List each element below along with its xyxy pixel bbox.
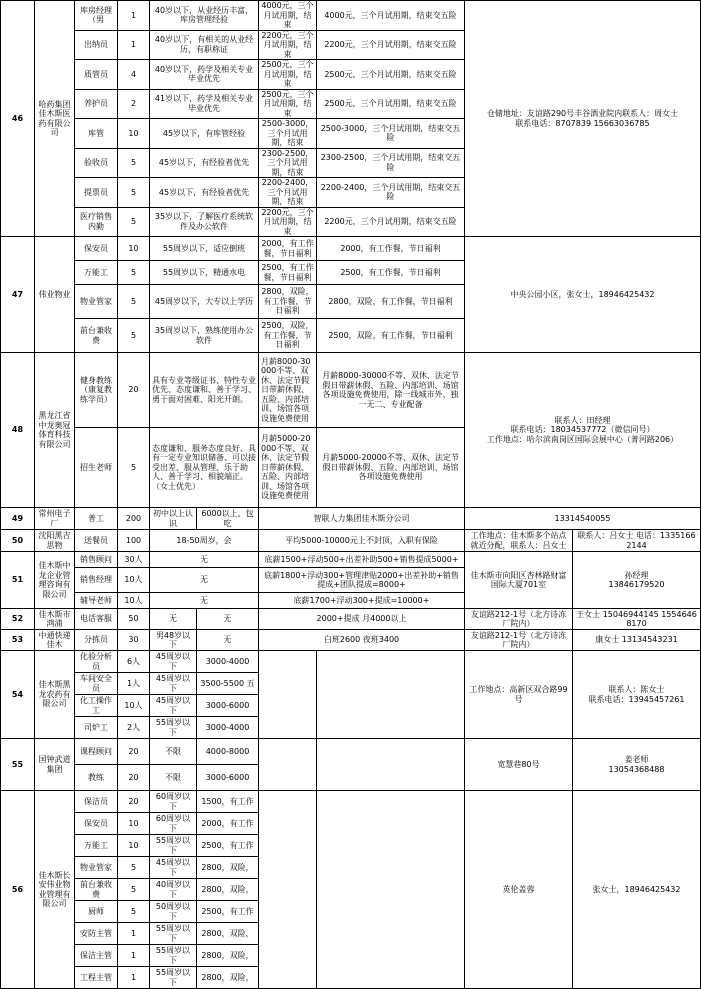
address: 友谊路212-1号（北方诗冻厂院内）	[465, 609, 573, 630]
company-name: 佳木斯中龙企业管理咨询有限公司	[35, 552, 75, 609]
job-pay: 2000，有工作	[197, 813, 259, 835]
job-title: 送餐员	[75, 530, 118, 552]
job-count: 6人	[118, 651, 150, 673]
job-count: 10人	[118, 695, 150, 717]
record-number: 53	[1, 630, 35, 651]
job-requirement: 60周岁以下	[150, 813, 197, 835]
job-pay: 2800，双险，	[197, 857, 259, 879]
job-requirement: 态度谦和、服务态度良好、具有一定专业知识储备、可以接受出差、服从管理、乐于助人、善于学习、相貌端正。（女士优先）	[150, 428, 259, 508]
job-count: 30人	[118, 552, 150, 568]
job-requirement: 55周岁以下	[150, 945, 197, 967]
contact-person: 联系人：吕女士 电话：13351662144	[573, 530, 701, 552]
job-count: 2人	[118, 717, 150, 739]
address: 工作地点：哈尔滨南岗区国际会展中心（菁河路206）	[486, 434, 679, 444]
job-requirement: 40岁以下，有相关的从业经历，有职称证	[150, 30, 259, 60]
job-count: 5	[118, 285, 150, 319]
job-title: 招生老师	[75, 428, 118, 508]
phone: 15046944145 15546468170	[602, 609, 697, 628]
job-pay-detail: 底薪1700+浮动300+提成=10000+	[259, 593, 465, 609]
address: 英伦盖蓉	[465, 791, 573, 989]
job-title: 出纳员	[75, 30, 118, 60]
job-title: 化工操作工	[75, 695, 118, 717]
job-title: 保安员	[75, 237, 118, 261]
job-requirement: 41岁以下，药学及相关专业毕业优先	[150, 89, 259, 119]
job-pay: 2500，有工作	[197, 835, 259, 857]
job-requirement-2: 无	[197, 609, 259, 630]
address: 友谊路212-1号（北方诗冻厂院内）	[465, 630, 573, 651]
job-count: 5	[118, 178, 150, 208]
company-name: 伟业物业	[35, 237, 75, 353]
address: 仓储地址：友谊路290号丰谷酒业院内联系人：周女士	[486, 109, 679, 118]
job-pay: 3000-4000	[197, 717, 259, 739]
phone: 13134543231	[621, 635, 678, 645]
job-requirement: 不限	[150, 765, 197, 791]
job-requirement: 45岁以下，有经验者优先	[150, 178, 259, 208]
job-count: 50	[118, 609, 150, 630]
job-pay: 2500，有工作	[197, 901, 259, 923]
contact-person: 联系人：田经理	[554, 415, 611, 425]
job-count: 20	[118, 739, 150, 765]
table-row	[1, 791, 701, 813]
contact-person: 孙经理	[624, 570, 649, 580]
contact-block	[573, 739, 701, 791]
job-count: 2	[118, 89, 150, 119]
job-requirement: 无	[150, 593, 259, 609]
table-row	[1, 1, 701, 31]
job-pay-detail: 2500，双险，有工作餐，节日福利	[317, 319, 465, 353]
job-count: 5	[118, 319, 150, 353]
job-title: 前台兼收费	[75, 879, 118, 901]
job-count: 5	[118, 261, 150, 285]
job-requirement: 45岁以下，有经验者优先	[150, 148, 259, 178]
job-requirement: 18-50周岁，会	[150, 530, 259, 552]
table-row	[1, 237, 701, 261]
job-title: 工程主管	[75, 967, 118, 989]
record-number: 47	[1, 237, 35, 353]
job-count: 1	[118, 1, 150, 31]
job-requirement: 55周岁以下，适应倒班	[150, 237, 259, 261]
phone: 联系电话：8707839 15663036785	[515, 118, 650, 128]
job-title: 保洁主管	[75, 945, 118, 967]
job-title: 万能工	[75, 261, 118, 285]
job-title: 物业管家	[75, 285, 118, 319]
job-title: 健身教练（康复教练学员）	[75, 353, 118, 428]
job-requirement: 40岁以下，药学及相关专业毕业优先	[150, 60, 259, 90]
job-requirement: 无	[150, 552, 259, 568]
job-requirement: 40周岁以下	[150, 879, 197, 901]
job-requirement: 45周岁以下	[150, 673, 197, 695]
contact-person: 张女士，18946425432	[573, 791, 701, 989]
job-pay-detail: 2800，双险，有工作餐，节日福利	[317, 285, 465, 319]
job-count: 5	[118, 901, 150, 923]
phone: 13314540055	[465, 508, 701, 530]
job-pay-detail: 2500元，三个月试用期，结束交五险	[317, 60, 465, 90]
job-title: 课程顾问	[75, 739, 118, 765]
record-number: 52	[1, 609, 35, 630]
job-count: 1	[118, 923, 150, 945]
job-pay-detail: 2200-2400，三个月试用期，结束交五险	[317, 178, 465, 208]
job-pay-detail: 月薪5000-20000不等、双休、法定节假日带薪休假、五险、内部培训、场馆各项设施免费使用	[317, 428, 465, 508]
job-title: 物业管家	[75, 857, 118, 879]
job-count: 5	[118, 879, 150, 901]
job-title: 万能工	[75, 835, 118, 857]
job-pay: 6000以上，包吃	[197, 508, 259, 530]
job-pay: 2200-2400，三个月试用期，结束	[259, 178, 317, 208]
job-count: 1人	[118, 673, 150, 695]
job-pay: 2800，双险，有工作餐，节日福利	[259, 285, 317, 319]
company-name: 哈药集团佳木斯医药有限公司	[35, 1, 75, 237]
job-pay: 2500，有工作餐，节日福利	[259, 261, 317, 285]
job-count: 10	[118, 119, 150, 149]
job-count: 30	[118, 630, 150, 651]
table-row	[1, 609, 701, 630]
job-requirement: 35岁以下，了解医疗系统软件及办公软件	[150, 207, 259, 237]
job-pay: 2200元，三个月试用期，结束	[259, 30, 317, 60]
job-pay: 2200元，三个月试用期，结束	[259, 207, 317, 237]
company-name: 中通快递佳木	[35, 630, 75, 651]
contact-block	[573, 630, 701, 651]
record-number: 49	[1, 508, 35, 530]
job-title: 养护员	[75, 89, 118, 119]
phone: 联系电话：18034537772（微信同号）	[510, 425, 655, 435]
job-pay: 2500，双险，有工作餐，节日福利	[259, 319, 317, 353]
company-name: 佳木斯市鸿浦	[35, 609, 75, 630]
job-pay-detail: 月薪8000-30000不等、双休、法定节假日带薪休假、五险、内部培训、场馆各项设施免费使用，除一线城市外、独一无二、专业配备	[317, 353, 465, 428]
job-pay: 2800，双险，	[197, 879, 259, 901]
job-count: 1	[118, 967, 150, 989]
table-row	[1, 739, 701, 765]
job-count: 5	[118, 857, 150, 879]
job-requirement: 不限	[150, 739, 197, 765]
job-title: 分拣员	[75, 630, 118, 651]
job-requirement: 无	[150, 609, 197, 630]
job-requirement: 45周岁以下	[150, 857, 197, 879]
address: 中央公园小区，张女士，18946425432	[465, 237, 701, 353]
job-count: 20	[118, 791, 150, 813]
job-title: 安防主管	[75, 923, 118, 945]
job-pay: 3000-6000	[197, 695, 259, 717]
job-title: 销售顾问	[75, 552, 118, 568]
job-title: 验收员	[75, 148, 118, 178]
job-pay: 2800，双险，	[197, 967, 259, 989]
record-number: 48	[1, 353, 35, 508]
table-row	[1, 508, 701, 530]
job-title: 质管员	[75, 60, 118, 90]
job-pay: 月薪5000-20000不等、双休、法定节假日带薪休假、五险、内部培训、场馆各项设施免费使用	[259, 428, 317, 508]
contact-block	[573, 651, 701, 739]
job-pay-detail: 4000元，三个月试用期，结束交五险	[317, 1, 465, 31]
job-pay: 2300-2500，三个月试用期，结束	[259, 148, 317, 178]
job-count: 20	[118, 353, 150, 428]
record-number: 54	[1, 651, 35, 739]
job-title: 辅导老师	[75, 593, 118, 609]
job-requirement: 无	[150, 568, 259, 593]
job-title: 车间安全员	[75, 673, 118, 695]
job-pay: 2500元，三个月试用期，结束	[259, 60, 317, 90]
job-requirement: 55周岁以下	[150, 717, 197, 739]
phone: 13054368488	[608, 764, 665, 774]
job-pay: 2800，双险，	[197, 923, 259, 945]
company-name: 沈阳黑吉思物	[35, 530, 75, 552]
job-pay: 2000，有工作餐，节日福利	[259, 237, 317, 261]
phone: 13846179520	[608, 580, 665, 589]
record-number: 56	[1, 791, 35, 989]
job-pay-detail: 白班2600 夜班3400	[259, 630, 465, 651]
table-row	[1, 353, 701, 428]
job-requirement: 45岁以下，有库管经验	[150, 119, 259, 149]
job-pay: 1500，有工作	[197, 791, 259, 813]
job-pay-detail: 平均5000-10000元上不封顶，入职有保险	[259, 530, 465, 552]
address-block	[465, 1, 701, 237]
job-requirement: 55周岁以下，精通水电	[150, 261, 259, 285]
job-pay-detail: 2000+提成 月4000以上	[259, 609, 465, 630]
company-name: 常州电子厂	[35, 508, 75, 530]
job-pay-detail: 底薪1500+浮动500+出差补助500+销售提成5000+	[259, 552, 465, 568]
phone: 联系电话：13945457261	[588, 694, 685, 704]
contact-person: 联系人：陈女士	[608, 685, 665, 694]
job-pay-detail: 2500元，三个月试用期，结束交五险	[317, 89, 465, 119]
job-title: 提票员	[75, 178, 118, 208]
job-title: 保安员	[75, 813, 118, 835]
table-row	[1, 552, 701, 568]
job-requirement: 55周岁以下	[150, 923, 197, 945]
job-title: 医疗销售内勤	[75, 207, 118, 237]
contact-block	[573, 609, 701, 630]
job-title: 库管	[75, 119, 118, 149]
job-count: 200	[118, 508, 150, 530]
job-requirement: 具有专业等级证书、特性专业优先、态度谦和、善于学习、勇于面对困难、阳光开朗。	[150, 353, 259, 428]
job-pay: 2800，双险，	[197, 945, 259, 967]
job-pay-detail: 2300-2500，三个月试用期，结束交五险	[317, 148, 465, 178]
address: 工作地点：佳木斯多个站点就近分配，联系人：吕女士	[465, 530, 573, 552]
job-title: 化验分析员	[75, 651, 118, 673]
contact-person: 康女士	[595, 635, 620, 645]
job-pay-detail: 2200元，三个月试用期，结束交五险	[317, 30, 465, 60]
job-pay: 3000-6000	[197, 765, 259, 791]
job-title: 电话客服	[75, 609, 118, 630]
job-title: 普工	[75, 508, 118, 530]
record-number: 55	[1, 739, 35, 791]
job-count: 5	[118, 148, 150, 178]
job-count: 10人	[118, 593, 150, 609]
table-row	[1, 630, 701, 651]
job-requirement: 55周岁以下	[150, 967, 197, 989]
job-pay-detail: 2500-3000，三个月试用期，结束交五险	[317, 119, 465, 149]
job-count: 20	[118, 765, 150, 791]
job-pay-detail: 2200元，三个月试用期，结束交五险	[317, 207, 465, 237]
job-count: 10	[118, 237, 150, 261]
job-pay: 2500元，三个月试用期，结束	[259, 89, 317, 119]
job-pay: 3500-5500 五	[197, 673, 259, 695]
job-title: 前台兼收费	[75, 319, 118, 353]
job-count: 5	[118, 428, 150, 508]
job-requirement: 男48岁以下	[150, 630, 197, 651]
contact-person: 王女士	[576, 609, 601, 619]
record-number: 51	[1, 552, 35, 609]
job-pay: 月薪8000-30000不等、双休、法定节假日带薪休假、五险、内部培训、场馆各项设施免费使用	[259, 353, 317, 428]
job-title: 保洁员	[75, 791, 118, 813]
job-count: 1	[118, 30, 150, 60]
address: 宽慧巷80号	[465, 739, 573, 791]
job-pay-detail: 2000，有工作餐，节日福利	[317, 237, 465, 261]
company-name: 国钟武道集团	[35, 739, 75, 791]
job-requirement: 45周岁以下，大专以上学历	[150, 285, 259, 319]
job-pay-detail: 2500，有工作餐，节日福利	[317, 261, 465, 285]
job-requirement: 60周岁以下	[150, 791, 197, 813]
address: 佳木斯市向阳区杏林路财富国际大厦701室	[465, 552, 573, 609]
job-count: 100	[118, 530, 150, 552]
record-number: 46	[1, 1, 35, 237]
job-pay-detail: 底薪1800+浮动300+管理津贴2000+出差补助+销售提成+团队提成=8000+	[259, 568, 465, 593]
job-pay: 4000元，三个月试用期，结束	[259, 1, 317, 31]
record-number: 50	[1, 530, 35, 552]
job-requirement: 35周岁以下，熟练使用办公软件	[150, 319, 259, 353]
job-pay: 3000-4000	[197, 651, 259, 673]
contact-person: 姜老师	[624, 755, 649, 764]
job-count: 10人	[118, 568, 150, 593]
job-requirement: 50周岁以下	[150, 901, 197, 923]
address: 工作地点：高新区双合路99号	[465, 651, 573, 739]
table-row	[1, 651, 701, 673]
table-row	[1, 530, 701, 552]
contact-block	[465, 353, 701, 508]
job-title: 库房经理（男	[75, 1, 118, 31]
job-count: 10	[118, 813, 150, 835]
job-title: 司炉工	[75, 717, 118, 739]
job-pay: 2500-3000，三个月试用期，结束	[259, 119, 317, 149]
job-title: 厨师	[75, 901, 118, 923]
company-name: 黑龙江省中龙奥冠体育科技有限公司	[35, 353, 75, 508]
company-name: 佳木斯黑龙农药有限公司	[35, 651, 75, 739]
contact-block	[573, 552, 701, 609]
job-pay: 4000-8000	[197, 739, 259, 765]
job-requirement: 55周岁以下	[150, 835, 197, 857]
job-title: 销售经理	[75, 568, 118, 593]
job-count: 4	[118, 60, 150, 90]
company-name: 佳木斯长安伟业物业管理有限公司	[35, 791, 75, 989]
job-count: 5	[118, 207, 150, 237]
job-requirement: 40岁以下，从业经历丰富，库房管理经验	[150, 1, 259, 31]
job-requirement: 45周岁以下	[150, 695, 197, 717]
agency-name: 智联人力集团佳木斯分公司	[259, 508, 465, 530]
job-requirement: 45周岁以下	[150, 651, 197, 673]
job-requirement: 初中以上认识	[150, 508, 197, 530]
job-requirement-2: 无	[197, 630, 259, 651]
job-count: 1	[118, 945, 150, 967]
job-title: 教练	[75, 765, 118, 791]
job-count: 10	[118, 835, 150, 857]
